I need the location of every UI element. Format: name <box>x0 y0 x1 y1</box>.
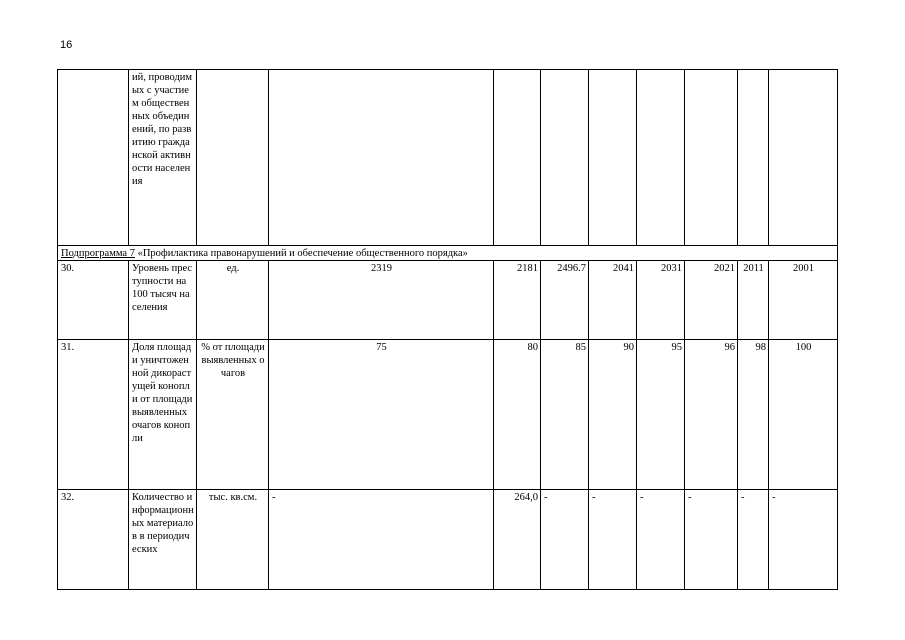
cell-v2 <box>541 70 589 246</box>
unit: тыс. кв.см. <box>197 490 269 590</box>
indicator-name: Количество информационных материалов в периодических <box>129 490 197 590</box>
base-value: - <box>269 490 494 590</box>
cell-unit <box>197 70 269 246</box>
value-6: 98 <box>738 340 769 490</box>
value-2: 85 <box>541 340 589 490</box>
value-6: - <box>738 490 769 590</box>
value-1: 2181 <box>494 261 541 340</box>
subprogram-heading <box>58 246 838 261</box>
table-row <box>58 261 838 340</box>
value-5: - <box>685 490 738 590</box>
base-value: 2319 <box>269 261 494 340</box>
value-5: 96 <box>685 340 738 490</box>
subprogram-title: «Профилактика правонарушений и обеспечение общественного порядка» <box>137 248 468 259</box>
cell-num <box>58 70 129 246</box>
base-value: 75 <box>269 340 494 490</box>
cell-v4 <box>637 70 685 246</box>
indicators-table <box>57 69 838 590</box>
value-4: 2031 <box>637 261 685 340</box>
row-number: 30. <box>58 261 129 340</box>
cell-v3 <box>589 70 637 246</box>
value-4: 95 <box>637 340 685 490</box>
row-number: 32. <box>58 490 129 590</box>
cell-name: ий, проводимых с участием общественных объединений, по развитию гражданской активности населения <box>129 70 197 246</box>
value-3: - <box>589 490 637 590</box>
value-1: 264,0 <box>494 490 541 590</box>
value-2: 2496.7 <box>541 261 589 340</box>
table-row <box>58 340 838 490</box>
value-1: 80 <box>494 340 541 490</box>
value-6: 2011 <box>738 261 769 340</box>
value-7: - <box>769 490 838 590</box>
value-3: 2041 <box>589 261 637 340</box>
page-number: 16 <box>60 39 73 51</box>
cell-v7 <box>769 70 838 246</box>
row-number: 31. <box>58 340 129 490</box>
subprogram-label: Подпрограмма 7 <box>61 248 135 259</box>
indicator-name: Доля площади уничтоженной дикорастущей конопли от площади выявленных очагов конопли <box>129 340 197 490</box>
cell-v6 <box>738 70 769 246</box>
value-4: - <box>637 490 685 590</box>
cell-v1 <box>494 70 541 246</box>
subprogram-row <box>58 246 838 261</box>
unit: % от площади выявленных очагов <box>197 340 269 490</box>
value-2: - <box>541 490 589 590</box>
continuation-row <box>58 70 838 246</box>
value-7: 100 <box>769 340 838 490</box>
value-3: 90 <box>589 340 637 490</box>
cell-v5 <box>685 70 738 246</box>
value-7: 2001 <box>769 261 838 340</box>
table-row <box>58 490 838 590</box>
unit: ед. <box>197 261 269 340</box>
value-5: 2021 <box>685 261 738 340</box>
indicator-name: Уровень преступности на 100 тысяч населения <box>129 261 197 340</box>
cell-base <box>269 70 494 246</box>
